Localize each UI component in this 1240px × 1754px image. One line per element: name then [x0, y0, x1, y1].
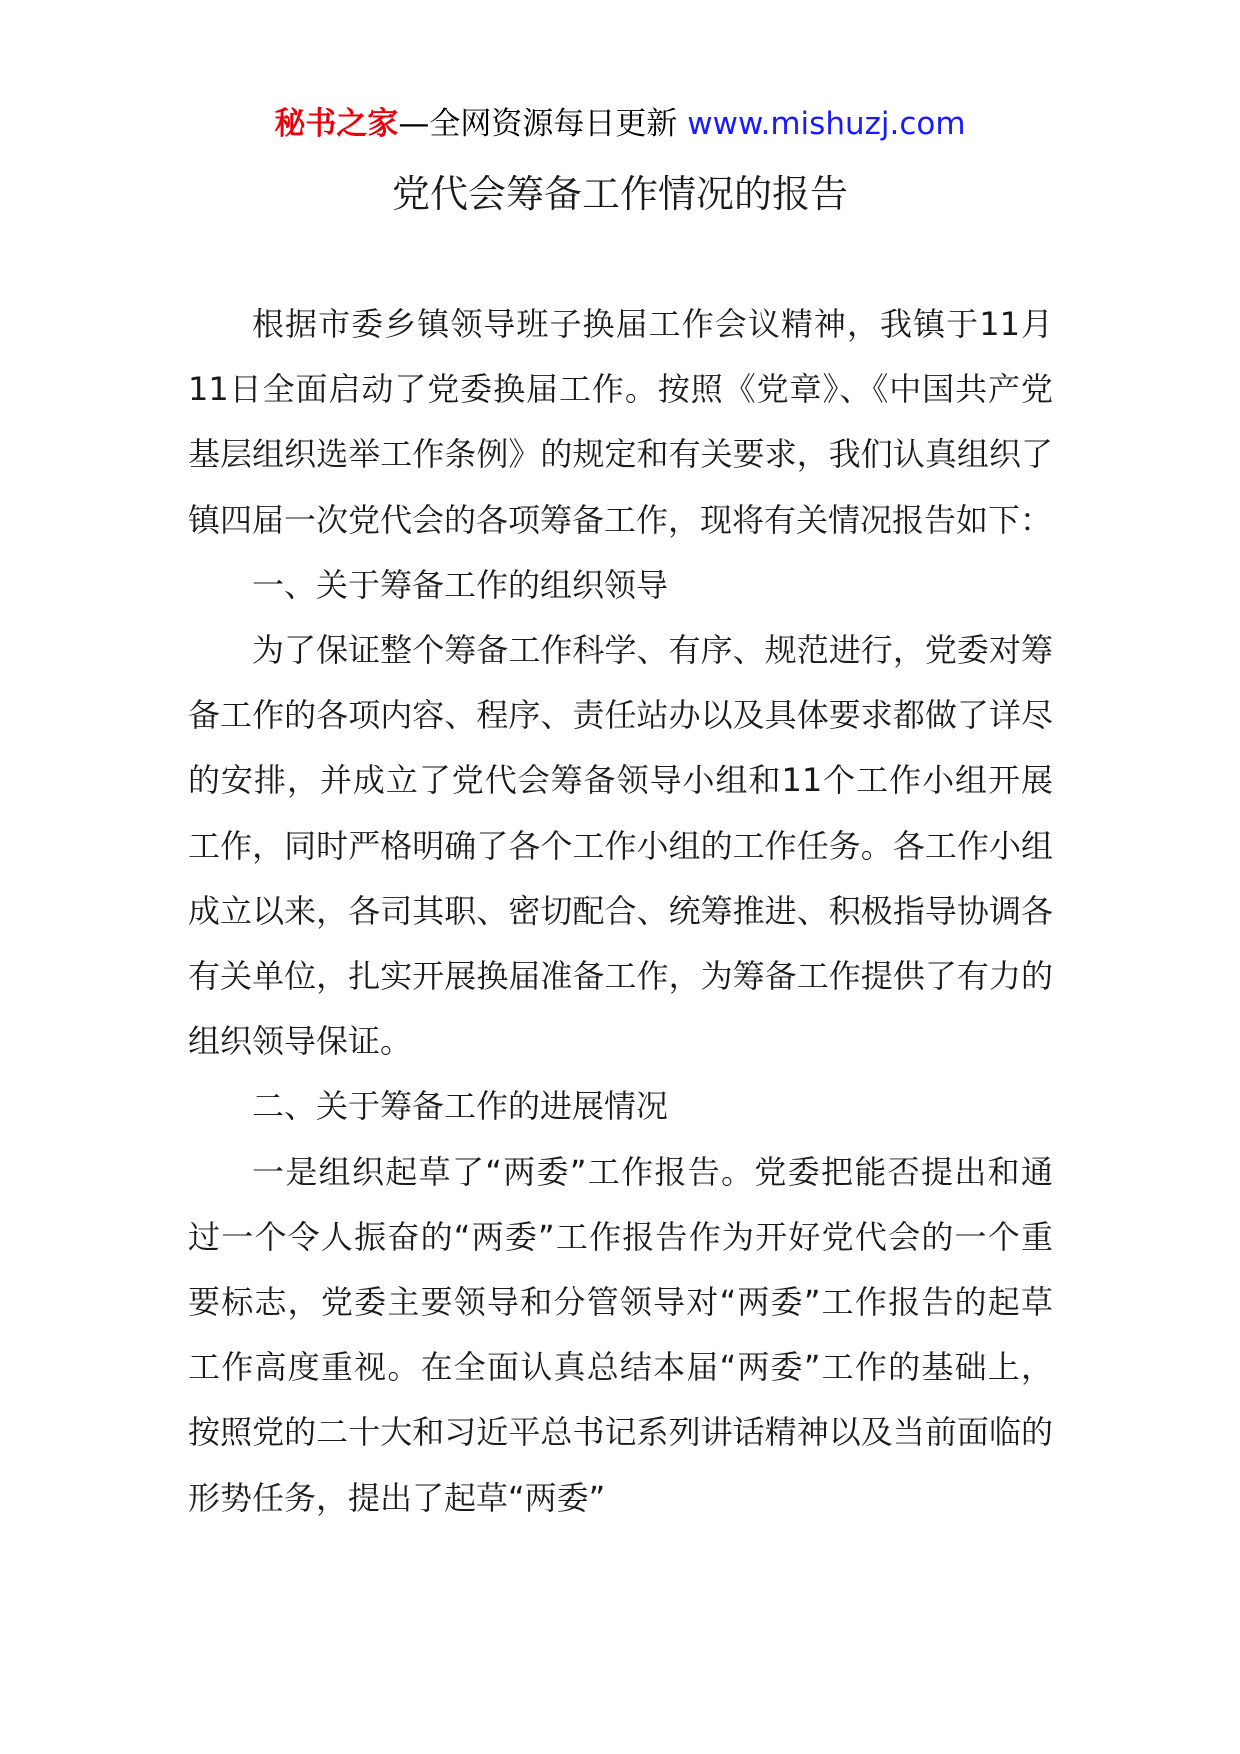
- paragraph-intro: 根据市委乡镇领导班子换届工作会议精神，我镇于11月11日全面启动了党委换届工作。按照《党章》、《中国共产党基层组织选举工作条例》的规定和有关要求，我们认真组织了镇四届一次党代会的各项筹备工作，现将有关情况报告如下：: [188, 305, 1053, 539]
- section-heading-1: 一、关于筹备工作的组织领导: [252, 565, 669, 604]
- site-header-banner: [0, 102, 1240, 146]
- site-tagline: —全网资源每日更新: [398, 106, 678, 142]
- document-body: [188, 292, 1053, 1531]
- site-brand: 秘书之家: [274, 106, 399, 142]
- section-heading-2: 二、关于筹备工作的进展情况: [252, 1087, 669, 1126]
- document-title: 党代会筹备工作情况的报告: [391, 172, 848, 216]
- site-url-link[interactable]: www.mishuzj.com: [687, 106, 966, 142]
- paragraph-organization: 为了保证整个筹备工作科学、有序、规范进行，党委对筹备工作的各项内容、程序、责任站办以及具体要求都做了详尽的安排，并成立了党代会筹备领导小组和11个工作小组开展工作，同时严格明确了各个工作小组的工作任务。各工作小组成立以来，各司其职、密切配合、统筹推进、积极指导协调各有关单位，扎实开展换届准备工作，为筹备工作提供了有力的组织领导保证。: [188, 631, 1053, 1061]
- paragraph-progress: 一是组织起草了“两委”工作报告。党委把能否提出和通过一个令人振奋的“两委”工作报告作为开好党代会的一个重要标志，党委主要领导和分管领导对“两委”工作报告的起草工作高度重视。在全面认真总结本届“两委”工作的基础上，按照党的二十大和习近平总书记系列讲话精神以及当前面临的形势任务，提出了起草“两委”: [188, 1152, 1053, 1517]
